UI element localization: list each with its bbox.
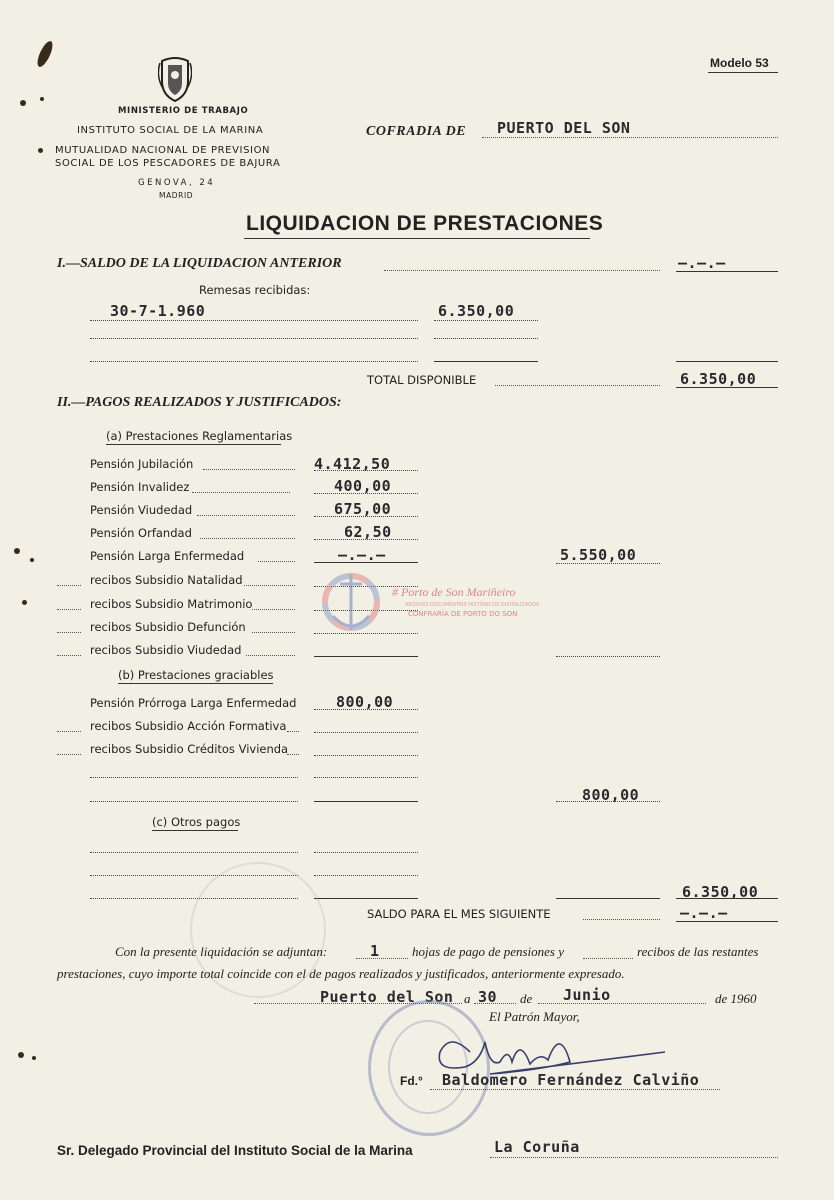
blank-row-line [90,777,298,778]
row-prorroga-label: Pensión Prórroga Larga Enfermedad [90,696,297,710]
place-value: Puerto del Son [320,988,454,1006]
row-leader [244,585,295,586]
delegado-label: Sr. Delegado Provincial del Instituto Social de la Marina [57,1143,413,1158]
row-value-line [314,493,418,494]
patron-mayor-label: El Patrón Mayor, [489,1009,580,1024]
row-accion-formativa-label: recibos Subsidio Acción Formativa [90,719,287,733]
group-c-title-underline [152,830,238,831]
saldo-siguiente-label: SALDO PARA EL MES SIGUIENTE [367,907,551,921]
adjuntan-recibos-line [583,958,633,959]
total-disponible-line [676,387,778,388]
total-disponible-value: 6.350,00 [680,370,757,388]
row-pension-jubilacion-value: 4.412,50 [314,455,391,473]
row-leader [200,538,295,539]
adjuntan-count: 1 [370,942,380,960]
total-disponible-label: TOTAL DISPONIBLE [367,373,477,387]
group-a-blank-line [556,656,660,657]
row-pension-orfandad-label: Pensión Orfandad [90,526,192,540]
group-b-subtotal-line [556,801,660,802]
row-value-line [314,539,418,540]
ink-stain [35,39,56,69]
group-a-subtotal: 5.550,00 [560,546,637,564]
row-leader [287,731,299,732]
watermark-line-3: CONFRARÍA DE PORTO DO SON [408,610,518,618]
row-leader [192,492,290,493]
section-2-heading: II.—PAGOS REALIZADOS Y JUSTIFICADOS: [57,395,342,410]
section-1-heading: I.—SALDO DE LA LIQUIDACION ANTERIOR [57,256,342,271]
cofradia-label: COFRADIA DE [366,124,467,139]
remesas-label: Remesas recibidas: [199,283,311,297]
row-subsidio-viudedad-label: recibos Subsidio Viudedad [90,643,242,657]
ink-stain [20,100,26,106]
cofradia-dotted-line [482,137,778,138]
signer-line [430,1089,720,1090]
date-de-1: de [520,991,533,1006]
row-value-line [314,656,418,657]
page-title: LIQUIDACION DE PRESTACIONES [246,212,604,235]
fdo-label: Fd.° [400,1074,423,1088]
model-number: Modelo 53 [710,56,769,70]
remesa-line-2 [90,338,418,339]
group-c-value-line [314,852,418,853]
row-larga-enfermedad-label: Pensión Larga Enfermedad [90,549,245,563]
ink-stain [38,148,43,153]
remesa-date: 30-7-1.960 [110,302,206,320]
previous-balance-value: —.—.— [678,254,726,272]
row-value-line [314,755,418,756]
mutual-name-1: MUTUALIDAD NACIONAL DE PREVISION [55,145,271,156]
recibos-count-blank [57,655,81,656]
date-a: a [464,991,471,1006]
row-leader [203,469,295,470]
row-prorroga-value: 800,00 [336,693,394,711]
adjuntan-text-1: Con la presente liquidación se adjuntan: [115,944,328,959]
group-a-title: (a) Prestaciones Reglamentarias [106,429,293,443]
row-subsidio-natalidad-label: recibos Subsidio Natalidad [90,573,243,587]
group-b-subtotal: 800,00 [582,786,640,804]
row-value-line [314,470,418,471]
row-leader [252,632,295,633]
blank-row-value-line [314,777,418,778]
remesa-line-1 [90,320,418,321]
row-leader [246,655,295,656]
row-subsidio-defuncion-label: recibos Subsidio Defunción [90,620,246,634]
remesa-amount-line-1 [434,320,538,321]
row-value-line [314,709,418,710]
adjuntan-text-2: hojas de pago de pensiones y [412,944,565,959]
ministry-name: MINISTERIO DE TRABAJO [118,106,249,116]
row-pension-invalidez-value: 400,00 [334,477,392,495]
group-c-value-line [314,898,418,899]
row-leader [258,561,295,562]
row-subsidio-matrimonio-label: recibos Subsidio Matrimonio [90,597,253,611]
remesa-line-3 [90,361,418,362]
model-underline [708,72,778,73]
remesa-amount-line-2 [434,338,538,339]
row-leader [197,515,295,516]
address-city: MADRID [159,191,194,200]
remesa-total-line [676,361,778,362]
ink-stain [40,97,44,101]
row-pension-invalidez-label: Pensión Invalidez [90,480,190,494]
remesa-amount-line-3 [434,361,538,362]
month-value: Junio [563,986,611,1004]
delegado-value: La Coruña [494,1138,580,1156]
blank-row-line [90,801,298,802]
group-a-subtotal-line [556,563,660,564]
row-leader [252,609,295,610]
row-value-line [314,562,418,563]
ink-stain [22,600,27,605]
signer-name: Baldomero Fernández Calviño [442,1071,700,1089]
watermark-line-1: # Porto de Son Mariñeiro [392,585,516,599]
ink-stain [14,548,20,554]
adjuntan-text-3: recibos de las restantes [637,944,759,959]
ink-stain [30,558,34,562]
cofradia-value: PUERTO DEL SON [497,119,631,137]
group-c-line [90,852,298,853]
row-pension-viudedad-value: 675,00 [334,500,392,518]
group-b-title: (b) Prestaciones graciables [118,668,274,682]
ink-stain [32,1056,36,1060]
row-pension-viudedad-label: Pensión Viudedad [90,503,193,517]
row-value-line [314,516,418,517]
saldo-siguiente-line [676,921,778,922]
title-underline [244,238,590,239]
date-year: de 1960 [715,991,757,1006]
previous-balance-line [676,271,778,272]
day-value: 30 [478,988,498,1006]
grand-total-value: 6.350,00 [682,883,759,901]
section-1-dotted-leader [384,270,660,271]
total-disponible-leader [495,385,660,386]
address-street: GENOVA, 24 [138,178,216,188]
mutual-name-2: SOCIAL DE LOS PESCADORES DE BAJURA [55,158,281,169]
watermark-line-2: ARQUIVO DOCUMENTAIS HISTÓRICOS DIXITALIZADOS [405,602,540,608]
anchor-lifebuoy-icon [318,566,384,649]
ink-stain [18,1052,24,1058]
institute-name: INSTITUTO SOCIAL DE LA MARINA [77,125,264,136]
adjuntan-text-4: prestaciones, cuyo importe total coincide con el de pagos realizados y justificados, anteriormente expresado. [57,966,625,981]
grand-total-line [676,898,778,899]
coat-of-arms-icon [158,57,192,108]
row-pension-jubilacion-label: Pensión Jubilación [90,457,194,471]
group-c-value-line [314,875,418,876]
recibos-count-blank [57,632,81,633]
row-larga-enfermedad-value: —.—.— [338,546,386,564]
recibos-count-blank [57,731,81,732]
delegado-line [490,1157,778,1158]
saldo-siguiente-value: —.—.— [680,904,728,922]
group-c-title: (c) Otros pagos [152,815,241,829]
remesa-amount: 6.350,00 [438,302,515,320]
row-value-line [314,732,418,733]
group-c-subtotal-line [556,898,660,899]
adjuntan-count-line [356,958,408,959]
blank-row-value-line [314,801,418,802]
group-b-title-underline [118,683,273,684]
saldo-siguiente-leader [583,919,660,920]
recibos-count-blank [57,754,81,755]
recibos-count-blank [57,609,81,610]
group-a-title-underline [106,444,281,445]
recibos-count-blank [57,585,81,586]
row-leader [287,754,299,755]
row-creditos-vivienda-label: recibos Subsidio Créditos Vivienda [90,742,289,756]
row-pension-orfandad-value: 62,50 [344,523,392,541]
